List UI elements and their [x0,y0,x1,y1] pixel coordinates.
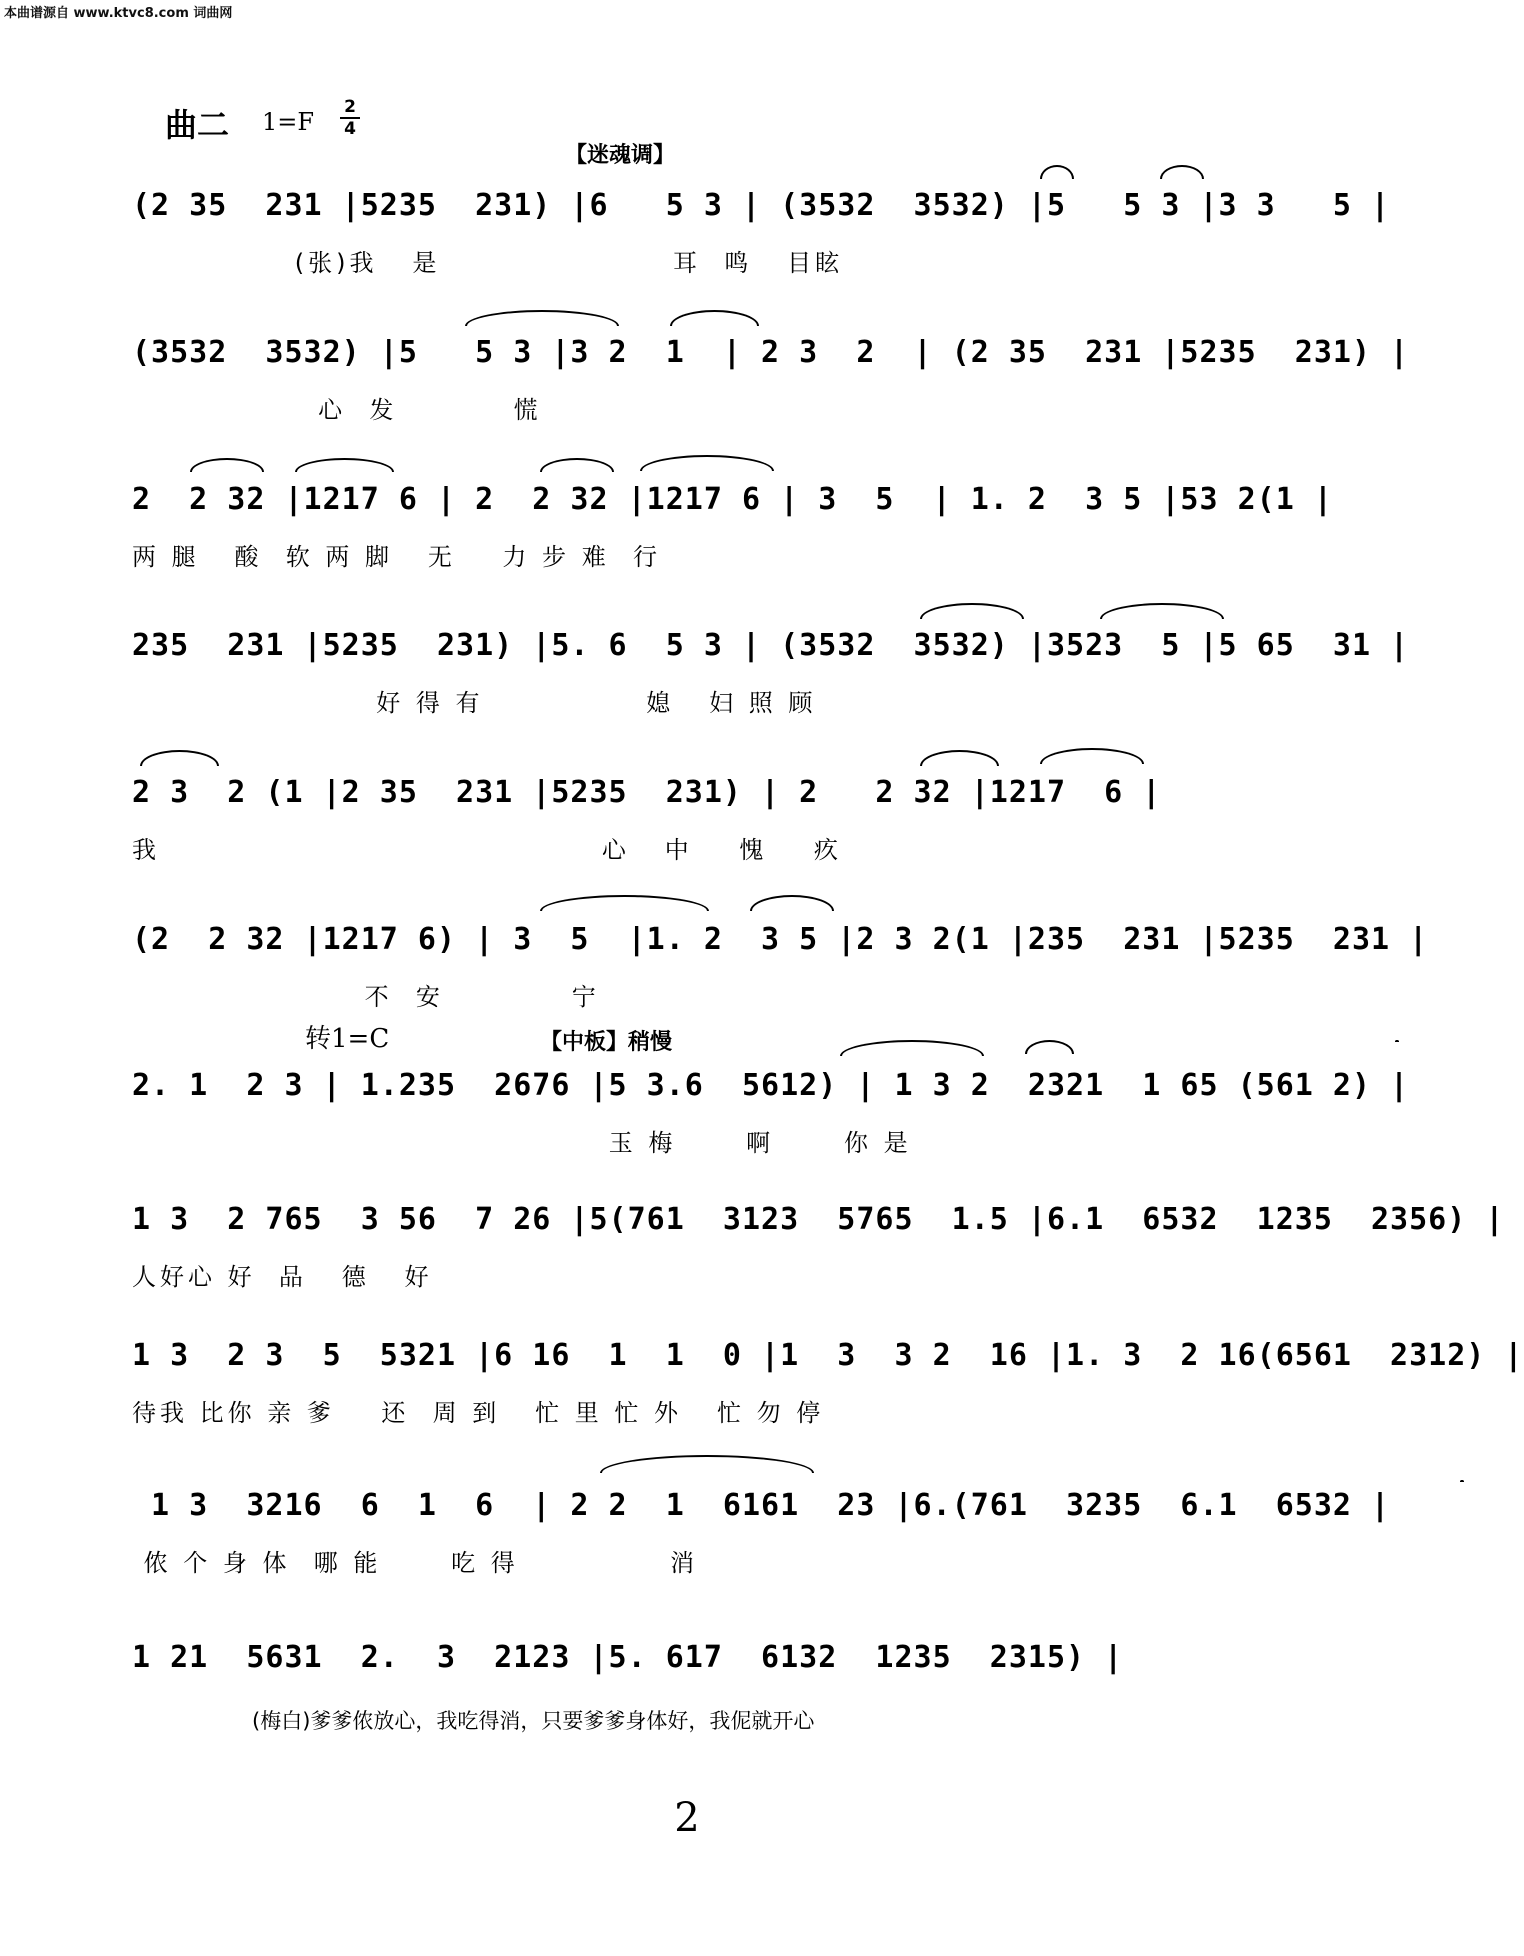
slur-mark [540,458,614,472]
slur-mark [920,750,999,766]
key-signature: 1=F [262,108,315,136]
slur-mark [750,895,834,911]
time-signature [340,98,360,138]
lyrics-line: 人好心 好 品 德 好 [132,1263,433,1291]
notation-line: 1 3 3216 6 1 6 | 2 2 1 6161 23 |6.(761 3235 6.1 6532 | [132,1488,1391,1523]
slur-mark [295,458,394,472]
notation-line: (3532 3532) |5 5 3 |3 2 1 | 2 3 2 | (2 35 231 |5235 231) | [132,335,1410,370]
piece-title: 曲二 [165,106,230,144]
slur-mark [1025,1040,1074,1054]
lyrics-line: 好 得 有 媳 妇 照 顾 [132,689,817,717]
slur-mark [920,603,1024,619]
notation-line: 2. 1 2 3 | 1.235 2676 |5 3.6 5612) | 1 3 2 2321 1 65 (561 2) | [132,1068,1410,1103]
slur-mark [190,458,264,472]
notation-line: 1 21 5631 2. 3 2123 |5. 617 6132 1235 2315) | [132,1640,1124,1675]
notation-line: 1 3 2 3 5 5321 |6 16 1 1 0 |1 3 3 2 16 |1. 3 2 16(6561 2312) | [132,1338,1524,1373]
section-marker-zhongban: 【中板】稍慢 [540,1030,673,1055]
lyrics-line: 不 安 宁 [132,983,600,1011]
slur-mark [140,750,219,766]
notation-line: 1 3 2 765 3 56 7 26 |5(761 3123 5765 1.5 |6.1 6532 1235 2356) | [132,1202,1505,1237]
slur-mark [840,1040,984,1056]
slur-mark [1100,603,1224,619]
spoken-dialogue: (梅白)爹爹侬放心，我吃得消，只要爹爹身体好，我伲就开心 [252,1709,815,1733]
time-denominator: 4 [344,119,356,139]
section-marker-mihundiao: 【迷魂调】 [565,143,676,168]
slur-mark [1160,165,1204,179]
modulation-marker: 转1=C [305,1024,390,1054]
slur-mark [465,310,619,326]
lyrics-line: 玉 梅 啊 你 是 [132,1129,912,1157]
slur-mark [640,455,774,471]
lyrics-line: 待我 比你 亲 爹 还 周 到 忙 里 忙 外 忙 勿 停 [132,1399,825,1427]
slur-mark [1460,1480,1464,1482]
notation-line: (2 2 32 |1217 6) | 3 5 |1. 2 3 5 |2 3 2(1 |235 231 |5235 231 | [132,922,1429,957]
lyrics-line: 心 发 慌 [132,396,542,424]
notation-line: 235 231 |5235 231) |5. 6 5 3 | (3532 3532) |3523 5 |5 65 31 | [132,628,1410,663]
notation-line: 2 3 2 (1 |2 35 231 |5235 231) | 2 2 32 |1217 6 | [132,775,1162,810]
page-number: 2 [674,1795,700,1841]
lyrics-line: 两 腿 酸 软 两 脚 无 力 步 难 行 [132,543,661,571]
lyrics-line: 我 心 中 愧 疚 [132,836,842,864]
notation-line: 2 2 32 |1217 6 | 2 2 32 |1217 6 | 3 5 | 1. 2 3 5 |53 2(1 | [132,482,1333,517]
slur-mark [1040,165,1074,179]
slur-mark [600,1455,814,1473]
slur-mark [1040,748,1144,764]
slur-mark [540,895,709,911]
watermark-text: 本曲谱源自 www.ktvc8.com 词曲网 [4,6,233,21]
lyrics-line: 侬 个 身 体 哪 能 吃 得 消 [132,1549,698,1577]
lyrics-line: (张)我 是 耳 鸣 目眩 [132,249,844,277]
notation-line: (2 35 231 |5235 231) |6 5 3 | (3532 3532) |5 5 3 |3 3 5 | [132,188,1391,223]
time-numerator: 2 [344,97,356,117]
slur-mark [670,310,759,326]
slur-mark [1395,1040,1399,1042]
